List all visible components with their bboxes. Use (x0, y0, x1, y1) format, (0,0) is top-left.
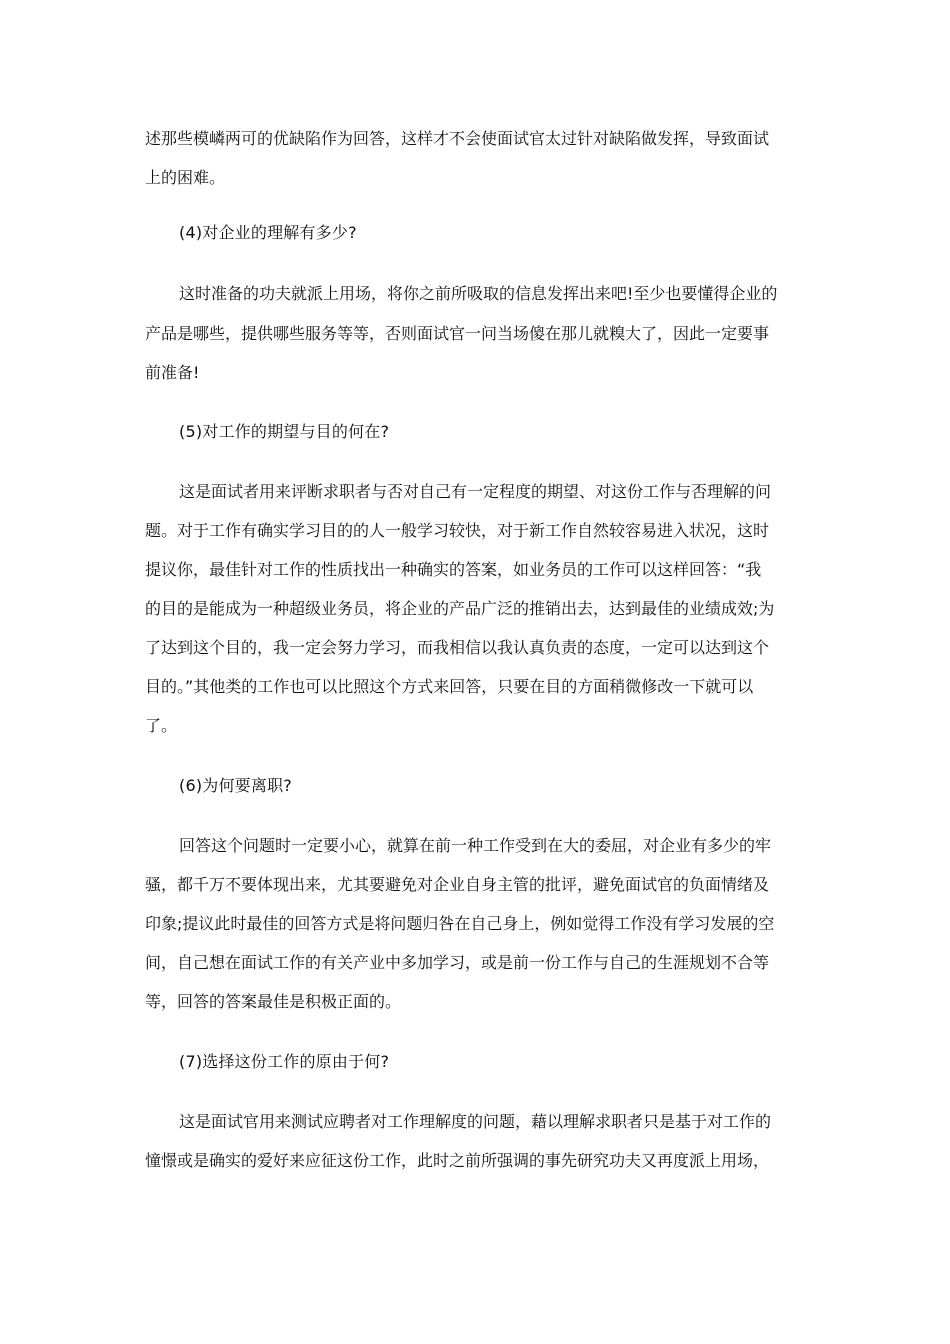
question-heading: (5)对工作的期望与目的何在? (179, 422, 390, 441)
body-line: 上的困难。 (145, 168, 226, 187)
question-heading: (4)对企业的理解有多少? (179, 223, 357, 242)
body-line: 了。 (145, 716, 178, 735)
body-line: 憧憬或是确实的爱好来应征这份工作，此时之前所强调的事先研究功夫又再度派上用场， (145, 1151, 770, 1170)
body-line: 这时准备的功夫就派上用场，将你之前所吸取的信息发挥出来吧!至少也要懂得企业的 (179, 284, 778, 303)
body-line: 目的。”其他类的工作也可以比照这个方式来回答，只要在目的方面稍微修改一下就可以 (145, 677, 754, 696)
body-line: 这是面试官用来测试应聘者对工作理解度的问题，藉以理解求职者只是基于对工作的 (179, 1112, 772, 1131)
body-line: 了达到这个目的，我一定会努力学习，而我相信以我认真负责的态度，一定可以达到这个 (145, 638, 770, 657)
body-line: 题。对于工作有确实学习目的的人一般学习较快，对于新工作自然较容易进入状况，这时 (145, 521, 770, 540)
body-line: 间，自己想在面试工作的有关产业中多加学习，或是前一份工作与自己的生涯规划不合等 (145, 953, 770, 972)
body-line: 述那些模嶙两可的优缺陷作为回答，这样才不会使面试官太过针对缺陷做发挥，导致面试 (145, 129, 770, 148)
question-heading: (7)选择这份工作的原由于何? (179, 1052, 390, 1071)
body-line: 这是面试者用来评断求职者与否对自己有一定程度的期望、对这份工作与否理解的问 (179, 482, 772, 501)
body-line: 的目的是能成为一种超级业务员，将企业的产品广泛的推销出去，达到最佳的业绩成效;为 (145, 599, 775, 618)
body-line: 提议你，最佳针对工作的性质找出一种确实的答案，如业务员的工作可以这样回答：“我 (145, 560, 762, 579)
body-line: 骚，都千万不要体现出来，尤其要避免对企业自身主管的批评，避免面试官的负面情绪及 (145, 875, 770, 894)
body-line: 印象;提议此时最佳的回答方式是将问题归咎在自己身上，例如觉得工作没有学习发展的空 (145, 914, 775, 933)
question-heading: (6)为何要离职? (179, 776, 292, 795)
body-line: 回答这个问题时一定要小心，就算在前一种工作受到在大的委屈，对企业有多少的牢 (179, 836, 772, 855)
body-line: 前准备! (145, 363, 200, 382)
body-line: 产品是哪些，提供哪些服务等等，否则面试官一问当场傻在那儿就糗大了，因此一定要事 (145, 324, 770, 343)
body-line: 等，回答的答案最佳是积极正面的。 (145, 992, 402, 1011)
